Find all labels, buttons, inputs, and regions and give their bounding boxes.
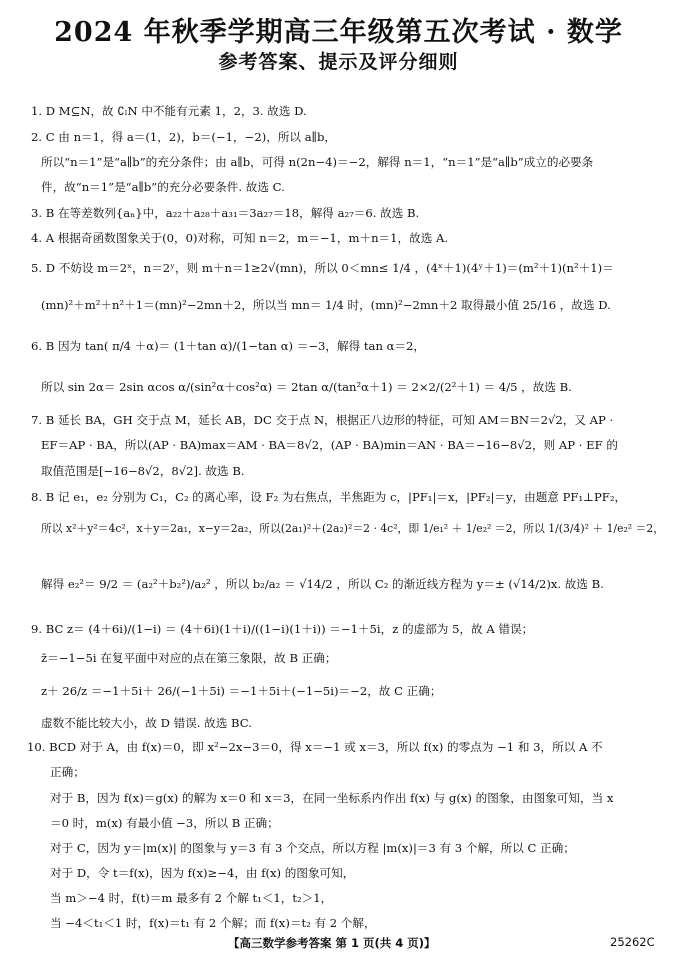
answer-line: 当 −4＜t₁＜1 时，f(x)＝t₁ 有 2 个解；而 f(x)＝t₂ 有 2 个解， <box>50 916 376 930</box>
answer-line: 8. B 记 e₁，e₂ 分别为 C₁，C₂ 的离心率，设 F₂ 为右焦点，半焦距为 c，|PF₁|＝x，|PF₂|＝y，由题意 PF₁⊥PF₂， <box>31 490 627 504</box>
page-title: 2024 年秋季学期高三年级第五次考试 · 数学 <box>54 17 623 48</box>
answer-line: 取值范围是[−16−8√2，8√2]. 故选 B. <box>41 464 245 478</box>
answer-line: 7. B 延长 BA，GH 交于点 M，延长 AB，DC 交于点 N，根据正八边形的特征，可知 AM＝BN＝2√2，又 AP · <box>31 413 614 427</box>
footer-code: 25262C <box>610 935 655 949</box>
answer-line: 2. C 由 n＝1，得 a＝(1，2)，b＝(−1，−2)，所以 a∥b， <box>31 130 336 144</box>
answer-line: z＋ 26/z ＝−1＋5i＋ 26/(−1＋5i) ＝−1＋5i＋(−1−5i)＝−2，故 C 正确； <box>41 684 442 698</box>
answer-line: 对于 B，因为 f(x)＝g(x) 的解为 x＝0 和 x＝3，在同一坐标系内作出 f(x) 与 g(x) 的图象，由图象可知，当 x <box>50 791 614 805</box>
answer-line: 解得 e₂²＝ 9/2 ＝ (a₂²＋b₂²)/a₂² ，所以 b₂/a₂ ＝ √14/2 ，所以 C₂ 的渐近线方程为 y＝± (√14/2)x. 故选 B. <box>41 577 604 591</box>
answer-line: EF＝AP · BA，所以(AP · BA)max＝AM · BA＝8√2，(AP · BA)min＝AN · BA＝−16−8√2，则 AP · EF 的 <box>41 438 618 452</box>
answer-line: 当 m＞−4 时，f(t)＝m 最多有 2 个解 t₁＜1，t₂＞1， <box>50 891 333 905</box>
answer-line: z̄＝−1−5i 在复平面中对应的点在第三象限，故 B 正确； <box>41 651 337 665</box>
footer-page-info: 【高三数学参考答案 第 1 页(共 4 页)】 <box>228 936 436 950</box>
page-subtitle: 参考答案、提示及评分细则 <box>218 51 459 73</box>
answer-line: 对于 C，因为 y＝|m(x)| 的图象与 y＝3 有 3 个交点，所以方程 |m(x)|＝3 有 3 个解，所以 C 正确； <box>50 841 575 855</box>
answer-line: 所以“n＝1”是“a∥b”的充分条件；由 a∥b，可得 n(2n−4)＝−2，解得 n＝1，“n＝1”是“a∥b”成立的必要条 <box>41 155 594 169</box>
answer-line: 所以 x²＋y²＝4c²，x＋y＝2a₁，x−y＝2a₂，所以(2a₁)²＋(2a₂)²＝2 · 4c²，即 1/e₁² ＋ 1/e₂² ＝2，所以 1/(3/4)² ＋ 1/e₂² ＝2， <box>41 522 665 535</box>
answer-line: ＝0 时，m(x) 有最小值 −3，所以 B 正确； <box>50 816 279 830</box>
answer-line: 1. D M⊆N，故 ∁ₗN 中不能有元素 1，2，3. 故选 D. <box>31 104 307 118</box>
answer-line: 虚数不能比较大小，故 D 错误. 故选 BC. <box>41 716 252 730</box>
answer-line: (mn)²＋m²＋n²＋1＝(mn)²−2mn＋2，所以当 mn＝ 1/4 时，(mn)²−2mn＋2 取得最小值 25/16 ，故选 D. <box>41 298 611 312</box>
answer-line: 10. BCD 对于 A，由 f(x)＝0，即 x²−2x−3＝0，得 x＝−1 或 x＝3，所以 f(x) 的零点为 −1 和 3，所以 A 不 <box>27 740 603 754</box>
page-footer <box>0 935 677 951</box>
answer-line: 3. B 在等差数列{aₙ}中，a₂₂＋a₂₈＋a₃₁＝3a₂₇＝18，解得 a₂₇＝6. 故选 B. <box>31 206 420 220</box>
answer-line: 所以 sin 2α＝ 2sin αcos α/(sin²α＋cos²α) ＝ 2tan α/(tan²α＋1) ＝ 2×2/(2²＋1) ＝ 4/5 ，故选 B. <box>41 380 572 394</box>
answer-line: 6. B 因为 tan( π/4 ＋α)＝ (1＋tan α)/(1−tan α) ＝−3，解得 tan α＝2， <box>31 339 426 353</box>
answer-line: 9. BC z＝ (4＋6i)/(1−i) ＝ (4＋6i)(1＋i)/((1−i)(1＋i)) ＝−1＋5i，z 的虚部为 5，故 A 错误； <box>31 622 534 636</box>
answer-line: 件，故“n＝1”是“a∥b”的充分必要条件. 故选 C. <box>41 180 285 194</box>
answer-line: 4. A 根据奇函数图象关于(0，0)对称，可知 n＝2，m＝−1，m＋n＝1，故选 A. <box>31 231 449 245</box>
answer-line: 对于 D，令 t＝f(x)，因为 f(x)≥−4，由 f(x) 的图象可知， <box>50 866 355 880</box>
answer-line: 正确； <box>50 765 85 779</box>
answer-line: 5. D 不妨设 m＝2ˣ，n＝2ʸ，则 m＋n＝1≥2√(mn)，所以 0＜mn≤ 1/4 ，(4ˣ＋1)(4ʸ＋1)＝(m²＋1)(n²＋1)＝ <box>31 261 614 275</box>
